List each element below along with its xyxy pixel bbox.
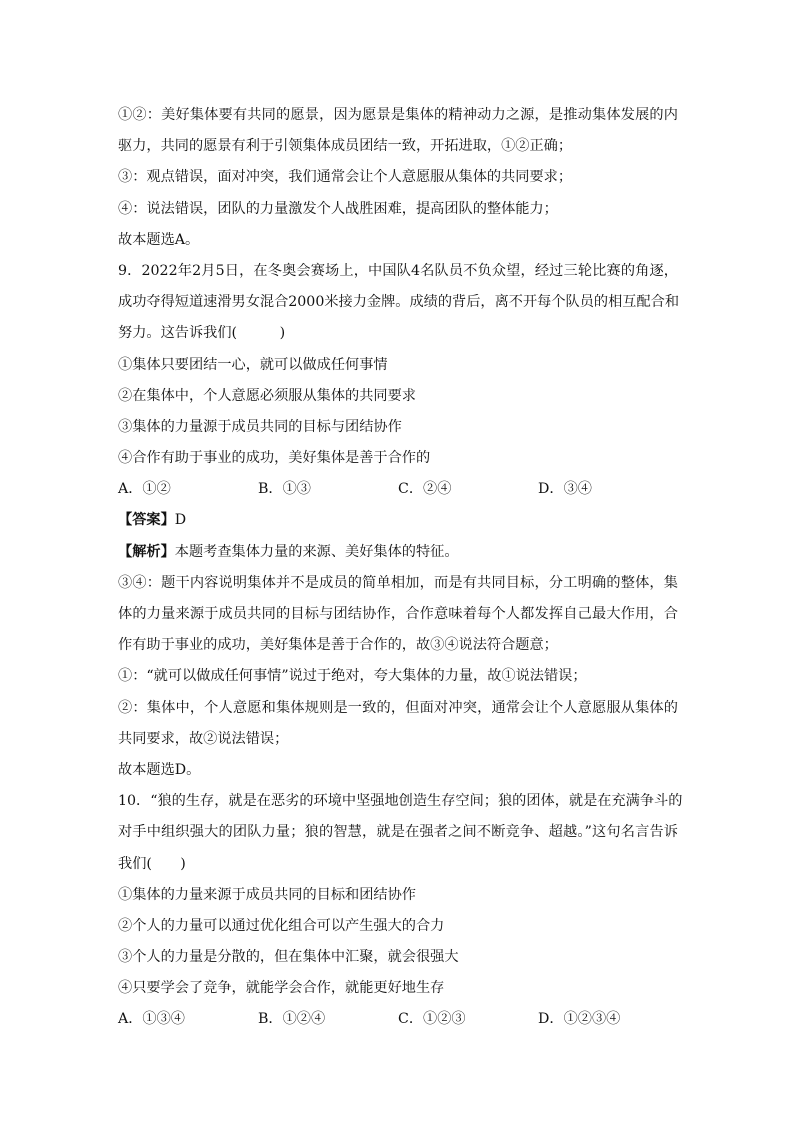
q9-analysis-intro [118, 537, 678, 568]
q9-option-b: B．①③ [258, 481, 311, 498]
q9-statement: ②在集体中，个人意愿必须服从集体的共同要求 [118, 387, 416, 404]
q9-options [118, 474, 678, 505]
q10-options [118, 1004, 678, 1035]
q9-analysis-line: 体的力量来源于成员共同的目标与团结协作，合作意味着每个人都发挥自己最大作用，合 [118, 606, 678, 622]
analysis-intro-text: 本题考查集体力量的来源、美好集体的特征。 [174, 543, 459, 560]
q10-option-b: B．①②④ [258, 1011, 326, 1028]
q9-analysis-line: 共同要求，故②说法错误； [118, 730, 289, 747]
q8-conclusion: 故本题选A。 [118, 231, 200, 248]
q9-conclusion: 故本题选D。 [118, 761, 201, 778]
q10-option-a: A．①③④ [118, 1011, 185, 1028]
q9-statement: ①集体只要团结一心，就可以做成任何事情 [118, 356, 388, 373]
q9-option-a: A．①② [118, 481, 171, 498]
page-content [118, 100, 683, 1036]
q8-analysis-line: ④：说法错误，团队的力量激发个人战胜困难，提高团队的整体能力； [118, 200, 558, 217]
answer-value: D [174, 512, 187, 529]
q10-option-c: C．①②③ [398, 1011, 466, 1028]
q10-option-d: D．①②③④ [538, 1011, 621, 1028]
q9-stem-line: 成功夺得短道速滑男女混合2000米接力金牌。成绩的背后，离不开每个队员的相互配合和 [118, 294, 680, 311]
q9-option-d: D．③④ [538, 481, 592, 498]
q9-stem-line: 9．2022年2月5日，在冬奥会赛场上，中国队4名队员不负众望，经过三轮比赛的角逐， [118, 262, 678, 279]
q9-answer [118, 505, 678, 536]
q9-analysis-line: ②：集体中，个人意愿和集体规则是一致的，但面对冲突，通常会让个人意愿服从集体的 [118, 699, 678, 716]
q8-analysis-line: ③：观点错误，面对冲突，我们通常会让个人意愿服从集体的共同要求； [118, 169, 573, 186]
q10-statement: ②个人的力量可以通过优化组合可以产生强大的合力 [118, 917, 445, 934]
q9-option-c: C．②④ [398, 481, 452, 498]
q10-stem-line: 对手中组织强大的团队力量；狼的智慧，就是在强者之间不断竞争、超越。”这句名言告诉 [118, 824, 678, 841]
q9-statement: ③集体的力量源于成员共同的目标与团结协作 [118, 418, 402, 435]
q10-statement: ③个人的力量是分散的，但在集体中汇聚，就会很强大 [118, 949, 459, 966]
q10-stem-line: 我们( ) [118, 855, 186, 872]
q8-analysis-line: 驱力，共同的愿景有利于引领集体成员团结一致，开拓进取，①②正确； [118, 138, 573, 155]
q9-analysis-line: ①：“就可以做成任何事情”说过于绝对，夸大集体的力量，故①说法错误； [118, 668, 587, 685]
q9-statement: ④合作有助于事业的成功，美好集体是善于合作的 [118, 450, 431, 467]
q10-stem-line: 10．“狼的生存，就是在恶劣的环境中坚强地创造生存空间；狼的团体，就是在充满争斗的 [118, 793, 683, 810]
q8-analysis-line: ①②：美好集体要有共同的愿景，因为愿景是集体的精神动力之源，是推动集体发展的内 [118, 107, 678, 123]
q9-stem-line: 努力。这告诉我们( ) [118, 325, 286, 342]
answer-tag: 【答案】 [118, 512, 175, 529]
q9-analysis-line: 作有助于事业的成功，美好集体是善于合作的，故③④说法符合题意； [118, 637, 558, 654]
analysis-tag: 【解析】 [118, 543, 175, 560]
q10-statement: ①集体的力量来源于成员共同的目标和团结协作 [118, 886, 416, 903]
q10-statement: ④只要学会了竞争，就能学会合作，就能更好地生存 [118, 980, 445, 997]
q9-analysis-line: ③④：题干内容说明集体并不是成员的简单相加，而是有共同目标，分工明确的整体，集 [118, 574, 678, 591]
